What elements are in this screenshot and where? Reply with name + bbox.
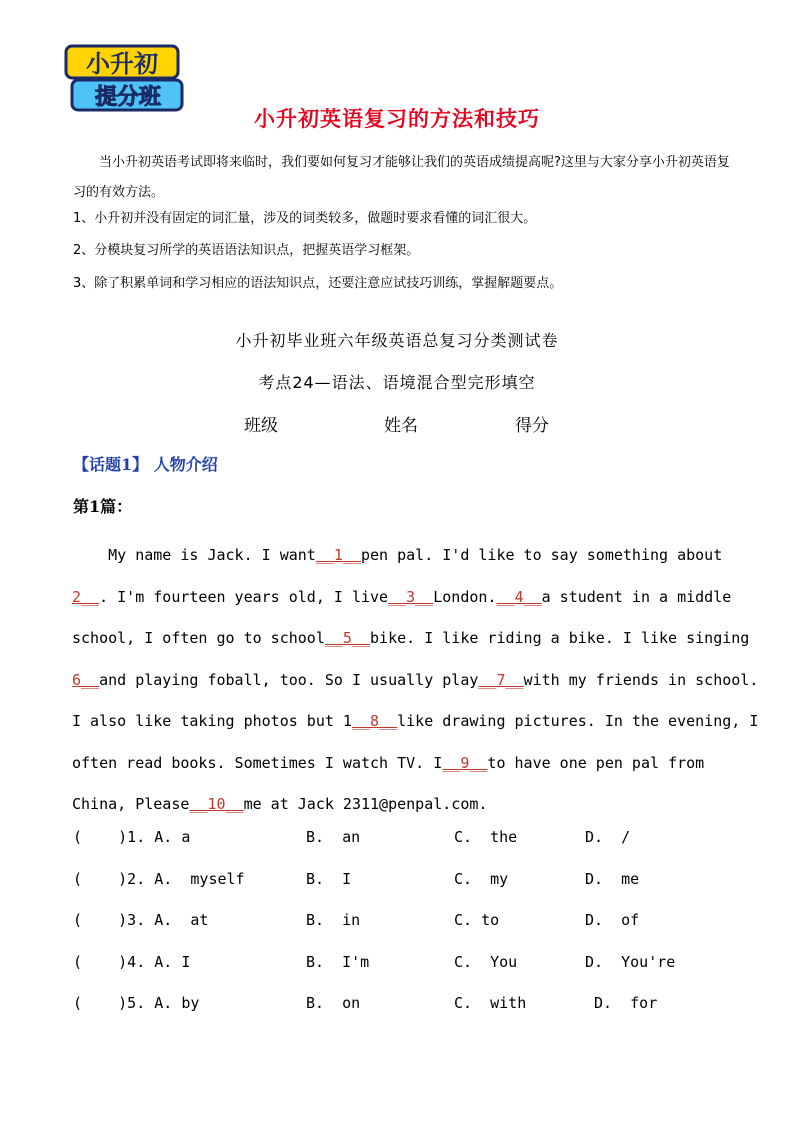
passage-text: My name is Jack. I want bbox=[72, 546, 316, 564]
intro-point-1: 1、小升初并没有固定的词汇量，涉及的词类较多，做题时要求看懂的词汇很大。 bbox=[73, 211, 537, 226]
passage-line bbox=[72, 618, 750, 660]
cloze-passage bbox=[72, 535, 759, 826]
cloze-blank[interactable]: __8__ bbox=[351, 712, 398, 730]
passage-text: like drawing pictures. In the evening, I bbox=[397, 712, 759, 730]
cloze-blank[interactable]: 2__ bbox=[72, 587, 100, 606]
option-d: D. for bbox=[585, 994, 658, 1012]
option-c: C. my bbox=[454, 869, 509, 888]
score-field-label: 得分 bbox=[515, 416, 549, 436]
passage-text: I also like taking photos but 1 bbox=[72, 712, 352, 730]
option-d: D. me bbox=[585, 869, 640, 888]
question-row bbox=[73, 994, 733, 1018]
option-c: C. to bbox=[454, 911, 500, 929]
passage-text: pen pal. I'd like to say something about bbox=[361, 546, 723, 564]
passage-text: . I'm fourteen years old, I live bbox=[99, 587, 389, 606]
passage-line bbox=[72, 577, 732, 619]
passage-text: bike. I like riding a bike. I like singing bbox=[370, 629, 750, 647]
passage-line bbox=[72, 784, 726, 826]
question-row bbox=[73, 911, 733, 935]
passage-text: China, Please bbox=[72, 795, 190, 813]
option-d: D. of bbox=[585, 911, 640, 929]
intro-point-2: 2、分模块复习所学的英语语法知识点，把握英语学习框架。 bbox=[73, 243, 420, 258]
cloze-blank[interactable]: __10__ bbox=[189, 795, 244, 813]
logo-text-line2: 提分班 bbox=[94, 85, 162, 110]
name-field-label: 姓名 bbox=[384, 416, 418, 436]
option-d: D. / bbox=[585, 828, 631, 846]
intro-paragraph: 当小升初英语考试即将来临时，我们要如何复习才能够让我们的英语成绩提高呢?这里与大家分享小升初英语复习的有效方法。 bbox=[73, 155, 730, 200]
page-title: 小升初英语复习的方法和技巧 bbox=[254, 107, 540, 131]
question-number-option-a[interactable]: ( )3. A. at bbox=[73, 911, 209, 929]
cloze-blank[interactable]: __5__ bbox=[324, 629, 371, 647]
logo-text-line1: 小升初 bbox=[86, 50, 158, 78]
question-row bbox=[73, 828, 733, 852]
test-title: 小升初毕业班六年级英语总复习分类测试卷 bbox=[235, 331, 559, 350]
passage-line bbox=[72, 701, 759, 743]
option-c: C. the bbox=[454, 828, 518, 846]
passage-text: with my friends in school. bbox=[523, 670, 759, 689]
passage-text: often read books. Sometimes I watch TV. I bbox=[72, 753, 443, 772]
passage-text: school, I often go to school bbox=[72, 629, 325, 647]
option-d: D. You're bbox=[585, 952, 676, 971]
class-field-label: 班级 bbox=[244, 416, 278, 436]
cloze-blank[interactable]: 6__ bbox=[72, 670, 100, 689]
question-number-option-a[interactable]: ( )1. A. a bbox=[73, 828, 191, 846]
topic-heading: 【话题1】 人物介绍 bbox=[73, 455, 218, 474]
passage-text: a student in a middle bbox=[541, 587, 732, 606]
cloze-blank[interactable]: __9__ bbox=[442, 753, 488, 772]
option-b: B. in bbox=[306, 911, 361, 929]
question-number-option-a[interactable]: ( )4. A. I bbox=[73, 952, 191, 971]
passage-text: to have one pen pal from bbox=[487, 753, 705, 772]
option-c: C. You bbox=[454, 952, 518, 971]
passage-text: me at Jack 2311@penpal.com. bbox=[243, 795, 488, 813]
cloze-blank[interactable]: __3__ bbox=[388, 587, 434, 606]
passage-line bbox=[72, 743, 726, 785]
intro-point-3: 3、除了积累单词和学习相应的语法知识点，还要注意应试技巧训练，掌握解题要点。 bbox=[73, 276, 563, 291]
option-b: B. an bbox=[306, 828, 361, 846]
option-b: B. I'm bbox=[306, 952, 370, 971]
test-subtitle: 考点24—语法、语境混合型完形填空 bbox=[258, 373, 536, 392]
option-b: B. on bbox=[306, 994, 361, 1012]
cloze-blank[interactable]: __1__ bbox=[315, 546, 361, 564]
passage-text: London. bbox=[433, 587, 497, 606]
passage-text: and playing foball, too. So I usually play bbox=[99, 670, 479, 689]
passage-line bbox=[72, 535, 726, 577]
cloze-blank[interactable]: __4__ bbox=[496, 587, 542, 606]
question-row bbox=[73, 870, 733, 894]
question-number-option-a[interactable]: ( )5. A. by bbox=[73, 994, 200, 1012]
question-number-option-a[interactable]: ( )2. A. myself bbox=[73, 869, 245, 888]
passage-line bbox=[72, 660, 759, 702]
part-heading: 第1篇： bbox=[73, 497, 133, 516]
question-row bbox=[73, 953, 733, 977]
cloze-blank[interactable]: __7__ bbox=[478, 670, 524, 689]
option-b: B. I bbox=[306, 869, 352, 888]
option-c: C. with bbox=[454, 994, 527, 1012]
